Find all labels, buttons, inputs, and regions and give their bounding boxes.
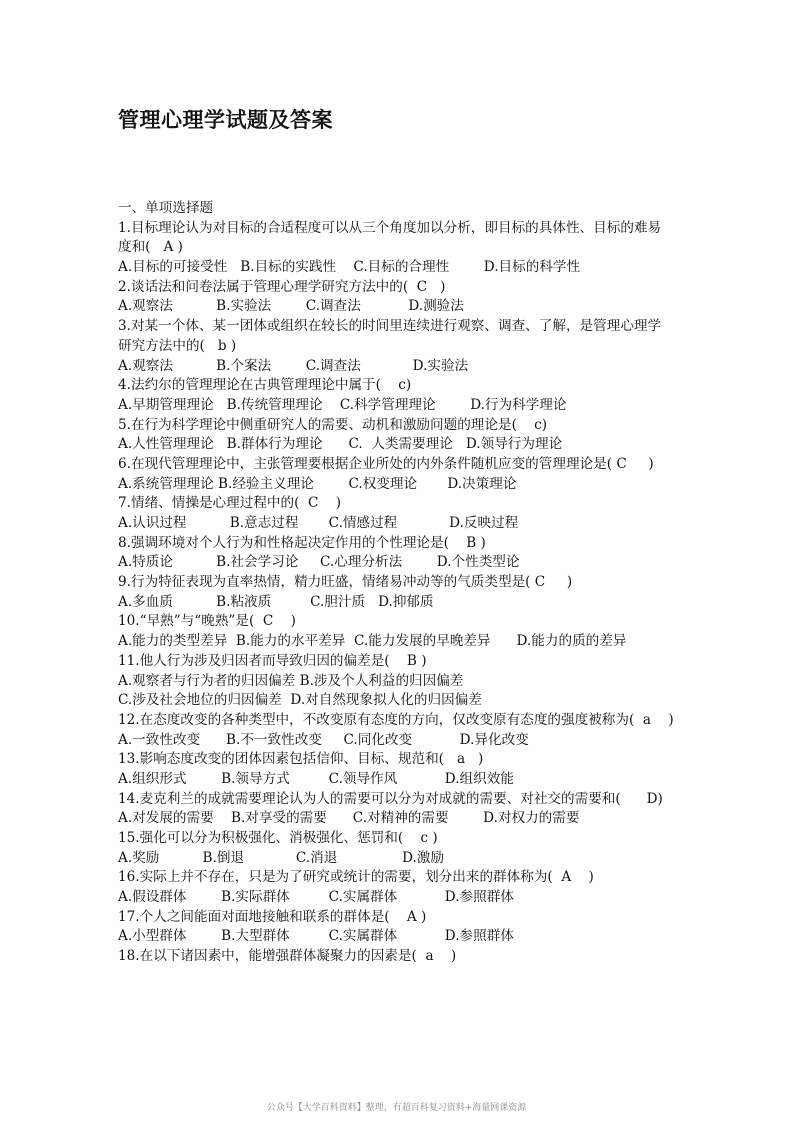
text-line: 16.实际上并不存在，只是为了研究或统计的需要，划分出来的群体称为( A ) bbox=[118, 869, 594, 886]
text-line: 1.目标理论认为对目标的合适程度可以从三个角度加以分析，即目标的具体性、目标的难易 bbox=[118, 219, 662, 236]
text-line: A.假设群体 B.实际群体 C.实属群体 D.参照群体 bbox=[118, 889, 514, 906]
text-line: A.奖励 B.倒退 C.消退 D.激励 bbox=[118, 849, 445, 866]
footer-watermark: 公众号【大学百科资料】整理，有超百科复习资料+海量网课资源 bbox=[266, 1103, 527, 1113]
text-line: 6.在现代管理理论中，主张管理要根据企业所处的内外条件随机应变的管理理论是( C ) bbox=[118, 455, 654, 472]
text-line: 15.强化可以分为积极强化、消极强化、惩罚和( c ) bbox=[118, 830, 438, 846]
text-line: A.观察法 B.个案法 C.调查法 D.实验法 bbox=[118, 357, 469, 374]
text-line: A.认识过程 B.意志过程 C.情感过程 D.反映过程 bbox=[118, 515, 519, 531]
document-title: 管理心理学试题及答案 bbox=[118, 107, 333, 132]
text-line: 度和( A ) bbox=[118, 239, 183, 256]
text-line: 18.在以下诸因素中，能增强群体凝聚力的因素是( a ) bbox=[118, 948, 457, 965]
text-line: 10.“早熟”与“晚熟”是( C ) bbox=[118, 613, 296, 630]
text-line: 12.在态度改变的各种类型中，不改变原有态度的方向，仅改变原有态度的强度被称为( a ) bbox=[118, 711, 674, 728]
text-line: 研究方法中的( b ) bbox=[118, 337, 237, 354]
text-line: A.小型群体 B.大型群体 C.实属群体 D.参照群体 bbox=[118, 928, 514, 945]
text-line: A.观察者与行为者的归因偏差 B.涉及个人利益的归因偏差 bbox=[118, 672, 464, 689]
text-line: C.涉及社会地位的归因偏差 D.对自然现象拟人化的归因偏差 bbox=[118, 692, 482, 709]
text-line: 9.行为特征表现为直率热情，精力旺盛，情绪易冲动等的气质类型是( C ) bbox=[118, 574, 573, 591]
text-line: 5.在行为科学理论中侧重研究人的需要、动机和激励问题的理论是( c) bbox=[118, 416, 548, 433]
text-line: 7.情绪、情操是心理过程中的( C ) bbox=[118, 495, 342, 512]
text-line: A.组织形式 B.领导方式 C.领导作风 D.组织效能 bbox=[118, 770, 514, 787]
text-line: 11.他人行为涉及归因者而导致归因的偏差是( B ) bbox=[118, 652, 427, 669]
text-line: A.特质论 B.社会学习论 C.心理分析法 D.个性类型论 bbox=[118, 554, 520, 571]
text-line: 4.法约尔的管理理论在古典管理理论中属于( c) bbox=[118, 377, 412, 394]
text-line: A.一致性改变 B.不一致性改变 C.同化改变 D.异化改变 bbox=[118, 731, 529, 748]
text-line: 17.个人之间能面对面地接触和联系的群体是( A ) bbox=[118, 908, 427, 925]
text-line: A.早期管理理论 B.传统管理理论 C.科学管理理论 D.行为科学理论 bbox=[118, 396, 567, 413]
text-line: A.目标的可接受性 B.目标的实践性 C.目标的合理性 D.目标的科学性 bbox=[118, 259, 581, 276]
text-line: A.多血质 B.粘液质 C.胆汁质 D.抑郁质 bbox=[118, 593, 434, 610]
text-line: A.人性管理理论 B.群体行为理论 C. 人类需要理论 D.领导行为理论 bbox=[118, 436, 563, 453]
text-line: A.对发展的需要 B.对享受的需要 C.对精神的需要 D.对权力的需要 bbox=[118, 810, 580, 827]
text-line: 14.麦克利兰的成就需要理论认为人的需要可以分为对成就的需要、对社交的需要和( D) bbox=[118, 790, 663, 807]
text-line: 2.谈话法和问卷法属于管理心理学研究方法中的( C ) bbox=[118, 278, 446, 295]
text-line: 8.强调环境对个人行为和性格起决定作用的个性理论是( B ) bbox=[118, 534, 486, 551]
section-heading: 一、单项选择题 bbox=[118, 200, 214, 216]
text-line: A.观察法 B.实验法 C.调查法 D.测验法 bbox=[118, 298, 464, 315]
text-line: 3.对某一个体、某一团体或组织在较长的时间里连续进行观察、调查、了解，是管理心理学 bbox=[118, 318, 662, 335]
text-line: 13.影响态度改变的团体因素包括信仰、目标、规范和( a ) bbox=[118, 751, 484, 768]
question-list bbox=[118, 199, 688, 967]
text-line: A.能力的类型差异 B.能力的水平差异 C.能力发展的早晚差异 D.能力的质的差异 bbox=[118, 633, 627, 650]
text-line: A.系统管理理论 B.经验主义理论 C.权变理论 D.决策理论 bbox=[118, 475, 517, 492]
